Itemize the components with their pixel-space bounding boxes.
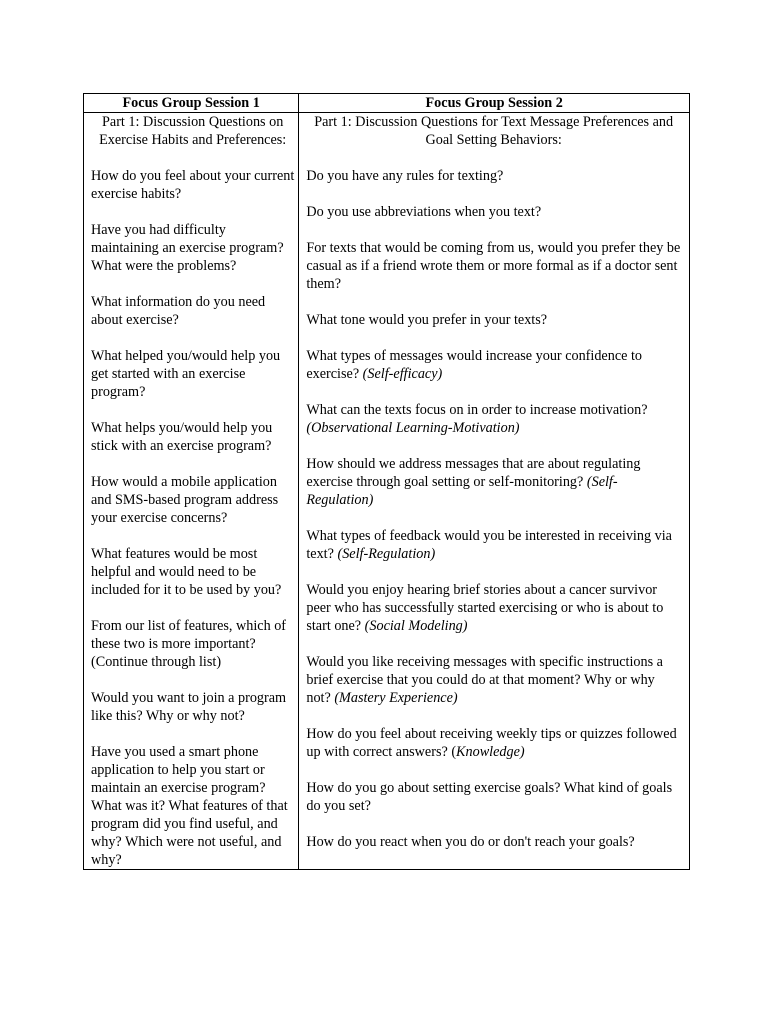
session2-question — [306, 725, 681, 761]
question-text: How do you feel about receiving weekly tips or quizzes followed up with correct answers? ( — [306, 726, 677, 760]
session2-question — [306, 401, 681, 437]
session1-question: What helped you/would help you get started with an exercise program? — [91, 348, 281, 400]
construct-tag: (Mastery Experience) — [334, 690, 458, 706]
session1-part-title: Part 1: Discussion Questions on Exercise Habits and Preferences: — [99, 114, 287, 148]
session1-question: Have you had difficulty maintaining an exercise program? What were the problems? — [91, 222, 284, 274]
construct-tag: (Self-Regulation) — [306, 474, 618, 508]
question-text: Do you use abbreviations when you text? — [306, 204, 542, 220]
session2-question — [306, 347, 681, 383]
session1-question-list — [91, 167, 294, 869]
construct-tag: (Observational Learning-Motivation) — [306, 420, 520, 436]
question-text: What types of feedback would you be interested in receiving via text? — [306, 528, 672, 562]
content-row — [84, 113, 690, 870]
session1-question: How would a mobile application and SMS-based program address your exercise concerns? — [91, 474, 279, 526]
session1-question: What information do you need about exercise? — [91, 294, 266, 328]
session1-question: What features would be most helpful and would need to be included for it to be used by you? — [91, 546, 282, 598]
session2-question-list — [306, 167, 681, 851]
question-text: How should we address messages that are about regulating exercise through goal setting or self-monitoring? — [306, 456, 641, 490]
construct-tag: (Social Modeling) — [364, 618, 468, 634]
question-text: What can the texts focus on in order to increase motivation? — [306, 402, 648, 418]
session1-cell — [84, 113, 299, 870]
session1-question: What helps you/would help you stick with an exercise program? — [91, 420, 273, 454]
header-row — [84, 94, 690, 113]
construct-tag: Knowledge) — [456, 744, 525, 760]
session1-header: Focus Group Session 1 — [84, 94, 299, 113]
session2-cell — [299, 113, 690, 870]
question-text: What types of messages would increase your confidence to exercise? — [306, 348, 643, 382]
session2-question — [306, 203, 681, 221]
session1-question: From our list of features, which of these two is more important? (Continue through list) — [91, 618, 287, 670]
session2-question — [306, 833, 681, 851]
session2-part-title: Part 1: Discussion Questions for Text Message Preferences and Goal Setting Behaviors: — [314, 114, 674, 148]
question-text: Would you like receiving messages with specific instructions a brief exercise that you could do at that moment? Why or why not? — [306, 654, 663, 706]
session2-header: Focus Group Session 2 — [299, 94, 690, 113]
question-text: For texts that would be coming from us, would you prefer they be casual as if a friend wrote them or more formal as if a doctor sent them? — [306, 240, 681, 292]
session2-question — [306, 239, 681, 293]
question-text: Would you enjoy hearing brief stories about a cancer survivor peer who has successfully started exercising or who is about to start one? — [306, 582, 664, 634]
session2-question — [306, 653, 681, 707]
session2-question — [306, 527, 681, 563]
session1-question: Would you want to join a program like this? Why or why not? — [91, 690, 287, 724]
question-text: Do you have any rules for texting? — [306, 168, 504, 184]
session2-question — [306, 581, 681, 635]
question-text: How do you react when you do or don't reach your goals? — [306, 834, 635, 850]
session1-question: How do you feel about your current exercise habits? — [91, 168, 295, 202]
session1-question: Have you used a smart phone application to help you start or maintain an exercise program? What was it? What features of that program did you find useful, and why? Which were not useful, and why? — [91, 744, 288, 868]
session2-question — [306, 455, 681, 509]
construct-tag: (Self-Regulation) — [337, 546, 436, 562]
question-text: How do you go about setting exercise goals? What kind of goals do you set? — [306, 780, 673, 814]
session2-question — [306, 779, 681, 815]
focus-group-table — [83, 93, 690, 870]
question-text: What tone would you prefer in your texts? — [306, 312, 548, 328]
construct-tag: (Self-efficacy) — [362, 366, 443, 382]
session2-question — [306, 167, 681, 185]
session2-question — [306, 311, 681, 329]
